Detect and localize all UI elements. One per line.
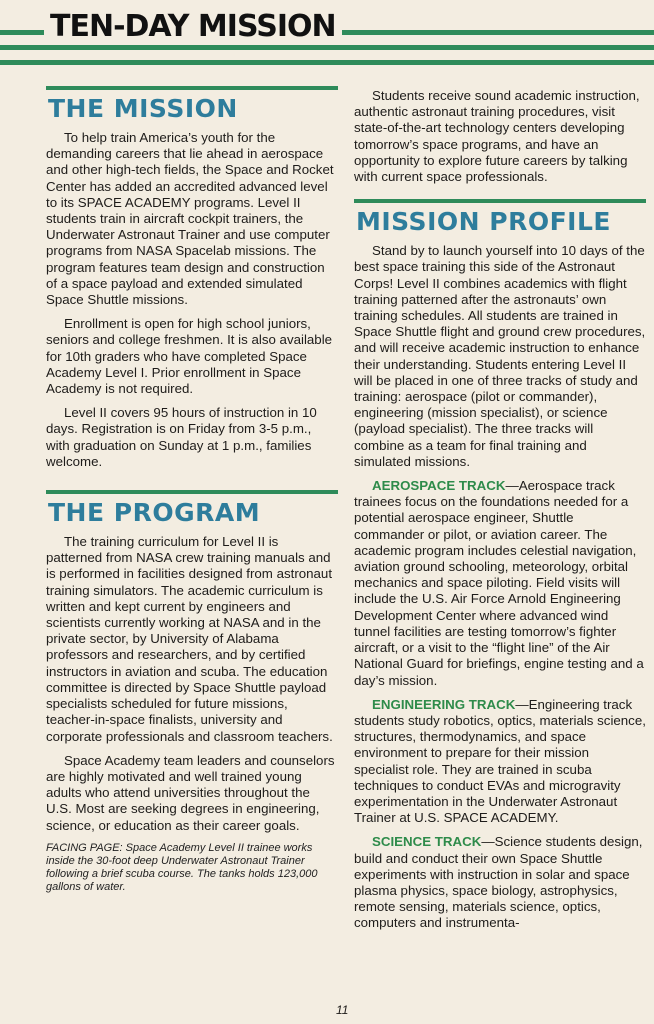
track-text: —Aerospace track trainees focus on the foundations needed for a potential aerospace engineer, Shuttle commander or pilot, or aviation career. The academic program includes celestial navigation, aviation ground schooling, meteorology, orbital mechanics and space piloting. Field visits will include the U.S. Air Force Arnold Engineering Development Center where advanced wind tunnel facilities are testing tomorrow’s fighter aircraft, or a visit to the “flight line” of the Air National Guard for briefings, engine testing and a day’s mission. — [354, 478, 644, 688]
section-title: THE PROGRAM — [48, 498, 261, 528]
track-label: SCIENCE TRACK — [372, 834, 482, 850]
page-title: TEN-DAY MISSION — [44, 12, 342, 42]
paragraph: Enrollment is open for high school juniors, seniors and college freshmen. It is also available for 10th graders who have completed Space Academy Level I. Prior enrollment in Space Academy is not required. — [46, 316, 333, 397]
mission-section — [46, 86, 338, 470]
section-rule — [46, 86, 338, 90]
paragraph: Stand by to launch yourself into 10 days of the best space training this side of the Astronaut Corps! Level II combines academics with flight training patterned after the astronauts’ own training schedules. All students are trained in Space Shuttle flight and ground crew procedures, and will receive academic instruction to enhance their understanding. Students entering Level II will be placed in one of three tracks of study and training: aerospace (pilot or commander), engineering (mission specialist), or science (payload specialist). The three tracks will combine as a team for final training and simulated missions. — [354, 243, 646, 469]
track-text: —Science students design, build and conduct their own Space Shuttle experiments with instruction in solar and space plasma physics, space biology, astrophysics, remote sensing, materials science, optics, computers and instrumenta- — [354, 834, 643, 931]
paragraph: Space Academy team leaders and counselors are highly motivated and well trained young adults who attend universities throughout the U.S. Most are seeking degrees in engineering, science, or education as their career goals. — [46, 752, 335, 833]
section-title: THE MISSION — [48, 94, 238, 123]
photo-caption: FACING PAGE: Space Academy Level II trainee works inside the 30-foot deep Underwater Astronaut Trainer following a brief scuba course. The tanks holds 123,000 gallons of water. — [46, 841, 318, 893]
mission-profile-section — [354, 199, 646, 470]
science-track — [354, 834, 646, 931]
section-title: MISSION PROFILE — [356, 207, 611, 237]
header-stripe — [0, 45, 654, 50]
section-rule — [46, 490, 338, 494]
header-stripe — [0, 60, 654, 65]
track-text: —Engineering track students study robotics, optics, materials science, structures, thermodynamics, and space environment to prepare for their mission specialist role. They are trained in scuba techniques to conduct EVAs and microgravity experimentation in the Underwater Astronaut Trainer at U.S. SPACE ACADEMY. — [354, 696, 646, 826]
paragraph: The training curriculum for Level II is patterned from NASA crew training manuals and is performed in facilities designed from astronaut training simulators. The academic curriculum is written and kept current by engineers and scientists currently working at NASA and in the private sector, by University of Alabama professors and researchers, and by certified instructors in aviation and scuba. The education committee is directed by Space Shuttle payload specialists scheduled for future missions, teacher-in-space finalists, university and corporate professionals and classroom teachers. — [46, 534, 333, 744]
program-section — [46, 490, 338, 834]
track-label: AEROSPACE TRACK — [372, 478, 506, 494]
page-number: 11 — [336, 1003, 349, 1017]
track-label: ENGINEERING TRACK — [372, 696, 516, 712]
left-column — [46, 86, 338, 894]
right-column — [354, 88, 646, 932]
paragraph: To help train America’s youth for the demanding careers that lie ahead in aerospace and other high-tech fields, the Space and Rocket Center has added an accredited advanced level to its SPACE ACADEMY programs. Level II students train in aircraft cockpit trainers, the Underwater Astronaut Trainer and use computer programs from NASA Spacelab missions. The program features team design and construction of a space payload and extended simulated Space Shuttle missions. — [46, 130, 334, 308]
paragraph: Level II covers 95 hours of instruction in 10 days. Registration is on Friday from 3-5 p.m., with graduation on Sunday at 1 p.m., families welcome. — [46, 405, 317, 469]
page-header — [0, 0, 654, 66]
section-rule — [354, 199, 646, 203]
aerospace-track — [354, 478, 646, 689]
engineering-track — [354, 697, 646, 827]
paragraph: Students receive sound academic instruction, authentic astronaut training procedures, visit state-of-the-art technology centers developing tomorrow’s space programs, and have an opportunity to explore future careers by talking with current space professionals. — [354, 88, 640, 185]
